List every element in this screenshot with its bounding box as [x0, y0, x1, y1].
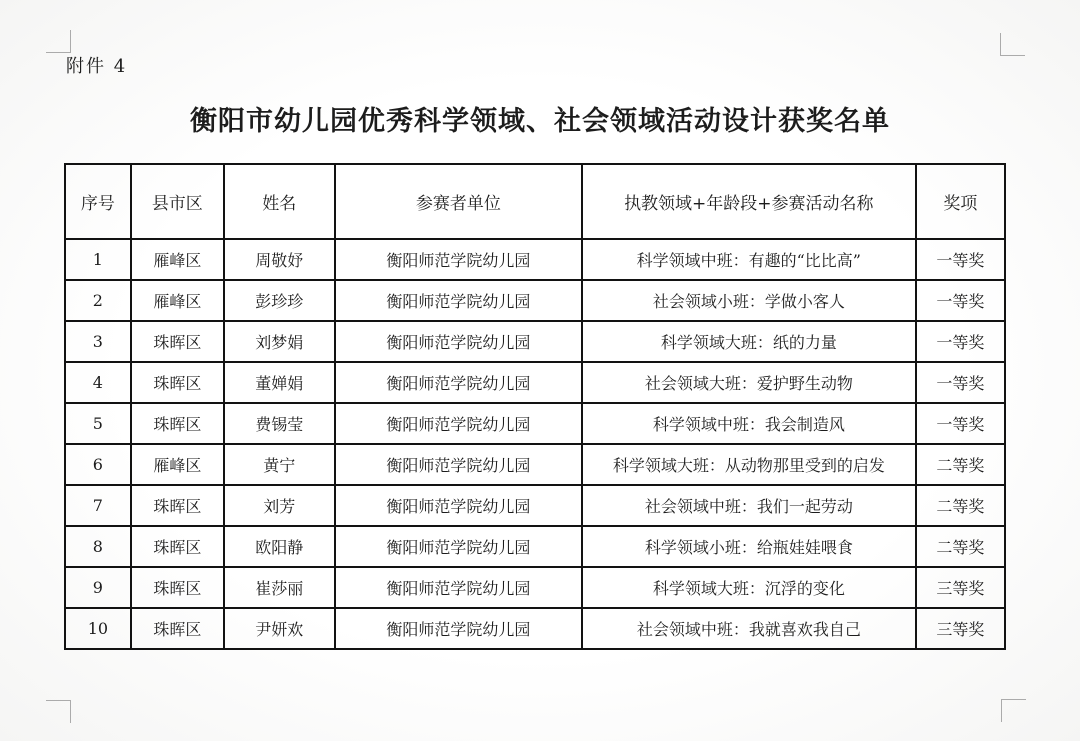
header-cell: 奖项 [916, 164, 1005, 239]
table-row [65, 526, 1005, 567]
table-cell: 三等奖 [916, 608, 1005, 649]
table-cell: 衡阳师范学院幼儿园 [335, 444, 582, 485]
table-cell: 欧阳静 [224, 526, 335, 567]
table-cell: 雁峰区 [131, 444, 224, 485]
table-cell: 二等奖 [916, 485, 1005, 526]
table-cell: 崔莎丽 [224, 567, 335, 608]
table-cell: 6 [65, 444, 131, 485]
header-cell: 参赛者单位 [335, 164, 582, 239]
table-cell: 10 [65, 608, 131, 649]
crop-mark-bottom-left-icon [46, 700, 71, 723]
table-cell: 周敬妤 [224, 239, 335, 280]
table-cell: 衡阳师范学院幼儿园 [335, 526, 582, 567]
table-cell: 一等奖 [916, 403, 1005, 444]
table-cell: 7 [65, 485, 131, 526]
table-cell: 刘梦娟 [224, 321, 335, 362]
table-cell: 科学领域中班：我会制造风 [582, 403, 916, 444]
table-cell: 珠晖区 [131, 567, 224, 608]
table-cell: 科学领域中班：有趣的“比比高” [582, 239, 916, 280]
table-cell: 衡阳师范学院幼儿园 [335, 485, 582, 526]
header-cell: 序号 [65, 164, 131, 239]
table-cell: 珠晖区 [131, 485, 224, 526]
table-row [65, 280, 1005, 321]
table-cell: 雁峰区 [131, 239, 224, 280]
table-cell: 二等奖 [916, 526, 1005, 567]
table-body [65, 239, 1005, 649]
table-cell: 黄宁 [224, 444, 335, 485]
table-cell: 社会领域小班：学做小客人 [582, 280, 916, 321]
table-cell: 彭珍珍 [224, 280, 335, 321]
table-cell: 科学领域大班：从动物那里受到的启发 [582, 444, 916, 485]
header-cell: 执教领域+年龄段+参赛活动名称 [582, 164, 916, 239]
crop-mark-top-right-icon [1000, 33, 1025, 56]
table-cell: 刘芳 [224, 485, 335, 526]
table-cell: 科学领域大班：纸的力量 [582, 321, 916, 362]
table-row [65, 362, 1005, 403]
table-row [65, 567, 1005, 608]
table-row [65, 608, 1005, 649]
table-cell: 4 [65, 362, 131, 403]
table-cell: 社会领域大班：爱护野生动物 [582, 362, 916, 403]
table-cell: 一等奖 [916, 321, 1005, 362]
header-cell: 县市区 [131, 164, 224, 239]
table-cell: 3 [65, 321, 131, 362]
table-cell: 社会领域中班：我们一起劳动 [582, 485, 916, 526]
table-row [65, 444, 1005, 485]
table-cell: 科学领域大班：沉浮的变化 [582, 567, 916, 608]
header-cell: 姓名 [224, 164, 335, 239]
table-cell: 一等奖 [916, 280, 1005, 321]
table-row [65, 485, 1005, 526]
table-cell: 一等奖 [916, 362, 1005, 403]
table-cell: 衡阳师范学院幼儿园 [335, 321, 582, 362]
attachment-label: 附件 4 [66, 56, 128, 77]
table-cell: 衡阳师范学院幼儿园 [335, 567, 582, 608]
table-cell: 衡阳师范学院幼儿园 [335, 608, 582, 649]
table-header [65, 164, 1005, 239]
table-cell: 一等奖 [916, 239, 1005, 280]
table-cell: 衡阳师范学院幼儿园 [335, 403, 582, 444]
table-cell: 珠晖区 [131, 362, 224, 403]
table-cell: 三等奖 [916, 567, 1005, 608]
table-cell: 珠晖区 [131, 608, 224, 649]
table-row [65, 321, 1005, 362]
table-cell: 珠晖区 [131, 526, 224, 567]
table-row [65, 239, 1005, 280]
table-cell: 5 [65, 403, 131, 444]
crop-mark-bottom-right-icon [1001, 699, 1026, 722]
table-cell: 2 [65, 280, 131, 321]
table-row [65, 403, 1005, 444]
table-cell: 董婵娟 [224, 362, 335, 403]
table-cell: 衡阳师范学院幼儿园 [335, 362, 582, 403]
page-title: 衡阳市幼儿园优秀科学领域、社会领域活动设计获奖名单 [190, 106, 890, 137]
table-cell: 衡阳师范学院幼儿园 [335, 280, 582, 321]
header-row [65, 164, 1005, 239]
table-cell: 二等奖 [916, 444, 1005, 485]
table-cell: 珠晖区 [131, 403, 224, 444]
table-cell: 科学领域小班：给瓶娃娃喂食 [582, 526, 916, 567]
table-cell: 1 [65, 239, 131, 280]
table-cell: 雁峰区 [131, 280, 224, 321]
table-cell: 社会领域中班：我就喜欢我自己 [582, 608, 916, 649]
table-cell: 珠晖区 [131, 321, 224, 362]
crop-mark-top-left-icon [46, 30, 71, 53]
table-cell: 衡阳师范学院幼儿园 [335, 239, 582, 280]
table-cell: 尹妍欢 [224, 608, 335, 649]
table-cell: 8 [65, 526, 131, 567]
awards-table [64, 163, 1006, 650]
table-cell: 9 [65, 567, 131, 608]
table-cell: 费锡莹 [224, 403, 335, 444]
